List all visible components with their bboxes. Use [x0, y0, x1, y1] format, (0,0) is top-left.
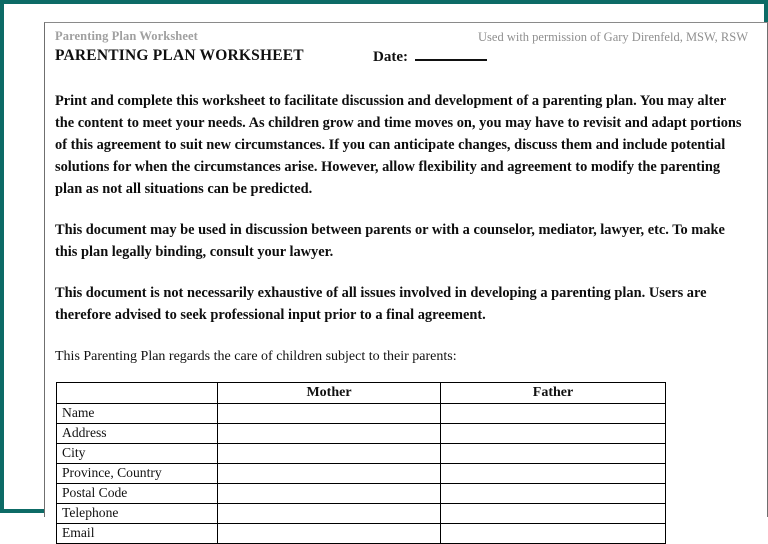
date-label: Date:: [373, 49, 408, 65]
column-header-father: Father: [441, 382, 666, 403]
row-label-name: Name: [57, 403, 218, 423]
table-row: [57, 483, 666, 503]
row-label-email: Email: [57, 523, 218, 543]
page-title: PARENTING PLAN WORKSHEET: [55, 47, 304, 64]
cell-father-province-country[interactable]: [441, 463, 666, 483]
permission-note: Used with permission of Gary Direnfeld, MSW, RSW: [478, 30, 748, 44]
intro-paragraph-3: This document is not necessarily exhaustive of all issues involved in developing a parenting plan. Users are therefore advised to seek professional input prior to a final agreement.: [55, 285, 707, 324]
cell-father-postal-code[interactable]: [441, 483, 666, 503]
table-row: [57, 523, 666, 543]
cell-father-city[interactable]: [441, 443, 666, 463]
intro-paragraph-1: Print and complete this worksheet to facilitate discussion and development of a parenting plan. You may alter the content to meet your needs. As children grow and time moves on, you may have to revisit and adapt portions of this agreement to suit new circumstances. If you can anticipate changes, discuss them and include potential solutions for when the circumstances arise. However, allow flexibility and agreement to modify the parenting plan as not all situations can be predicted.: [55, 93, 742, 198]
title-row: [55, 47, 753, 71]
row-label-postal-code: Postal Code: [57, 483, 218, 503]
cell-mother-postal-code[interactable]: [218, 483, 441, 503]
table-header-row: [57, 382, 666, 403]
cell-father-name[interactable]: [441, 403, 666, 423]
cell-mother-telephone[interactable]: [218, 503, 441, 523]
running-head: Parenting Plan Worksheet: [55, 29, 198, 43]
table-row: [57, 463, 666, 483]
document-page: [44, 22, 768, 541]
date-field-group: [373, 48, 487, 66]
cell-mother-address[interactable]: [218, 423, 441, 443]
table-row: [57, 503, 666, 523]
table-intro-line: This Parenting Plan regards the care of children subject to their parents:: [55, 349, 457, 365]
column-header-label: [57, 382, 218, 403]
cell-mother-name[interactable]: [218, 403, 441, 423]
column-header-mother: Mother: [218, 382, 441, 403]
parent-contact-table: [56, 382, 666, 544]
cell-mother-email[interactable]: [218, 523, 441, 543]
row-label-telephone: Telephone: [57, 503, 218, 523]
table-row: [57, 403, 666, 423]
row-label-city: City: [57, 443, 218, 463]
document-header-row: [55, 29, 753, 46]
date-input[interactable]: [415, 48, 487, 61]
table-row: [57, 443, 666, 463]
cell-father-address[interactable]: [441, 423, 666, 443]
cell-father-email[interactable]: [441, 523, 666, 543]
cell-father-telephone[interactable]: [441, 503, 666, 523]
table-row: [57, 423, 666, 443]
cell-mother-city[interactable]: [218, 443, 441, 463]
intro-paragraph-2: This document may be used in discussion between parents or with a counselor, mediator, lawyer, etc. To make this plan legally binding, consult your lawyer.: [55, 222, 725, 261]
row-label-address: Address: [57, 423, 218, 443]
row-label-province-country: Province, Country: [57, 463, 218, 483]
cell-mother-province-country[interactable]: [218, 463, 441, 483]
